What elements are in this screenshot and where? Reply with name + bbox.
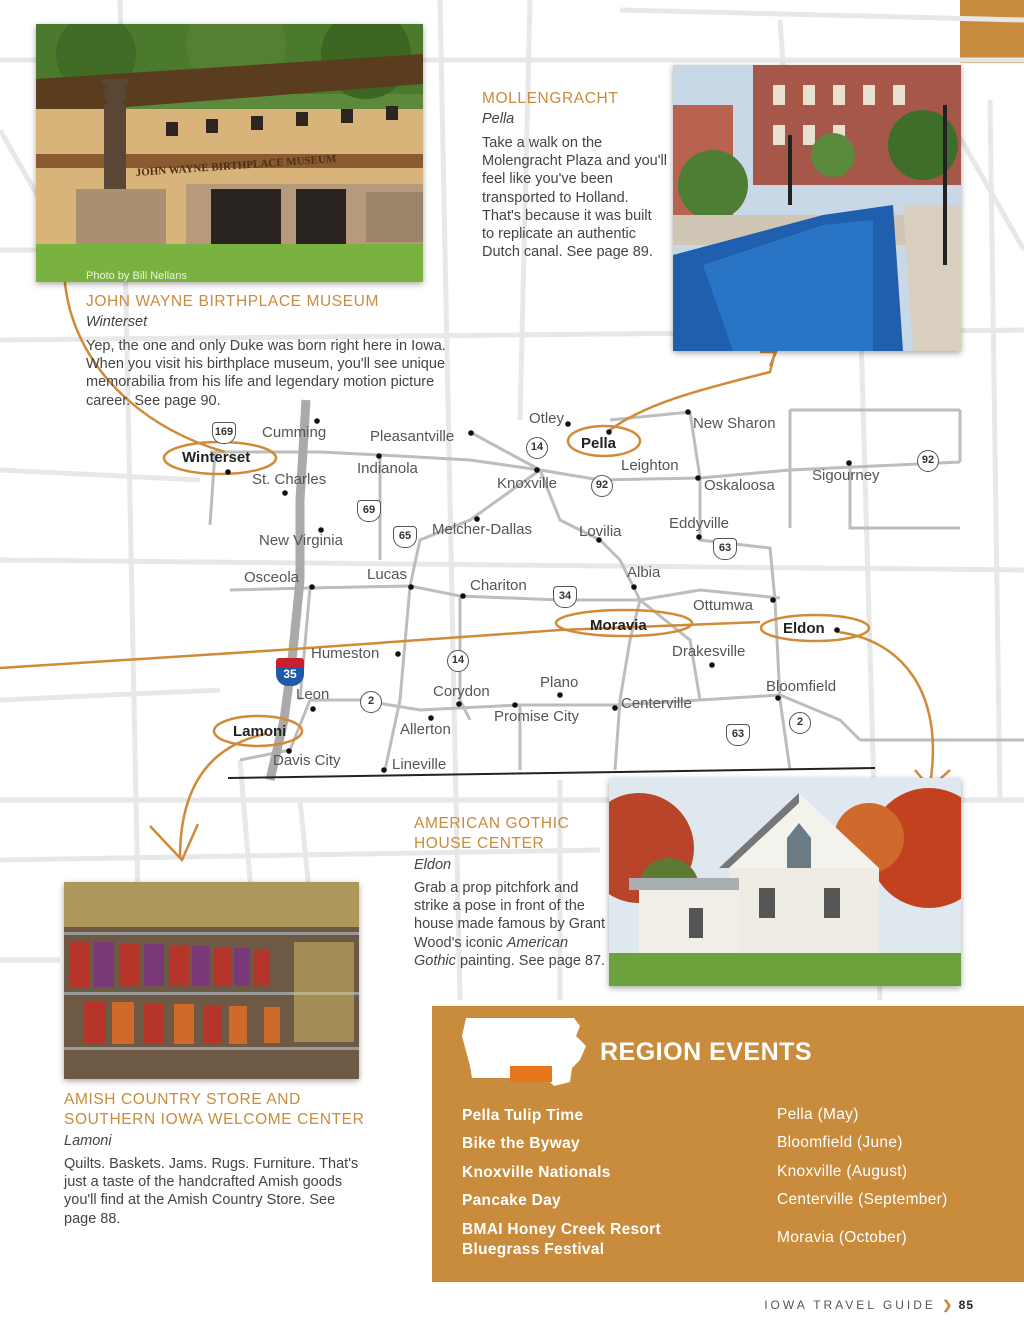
highway-63-south-shield: 63	[726, 724, 750, 746]
john-wayne-museum-photo	[36, 24, 423, 282]
molengracht-canal-photo	[673, 65, 961, 351]
american-gothic-house-photo	[609, 778, 961, 986]
highway-169-shield: 169	[212, 422, 236, 444]
town-melcher-dallas: Melcher-Dallas	[432, 521, 533, 538]
highway-63-shield: 63	[713, 538, 737, 560]
town-corydon: Corydon	[433, 683, 490, 700]
chevron-right-icon: ❯	[942, 1298, 953, 1312]
region-events-title: REGION EVENTS	[600, 1038, 813, 1066]
highway-34-shield: 34	[553, 586, 577, 608]
town-pella: Pella	[581, 435, 617, 452]
photo-credit: Photo by Bill Nellans	[86, 270, 187, 282]
town-lamoni: Lamoni	[233, 723, 287, 740]
event-location: Centerville (September)	[777, 1191, 948, 1208]
john-wayne-museum-place: Winterset	[86, 314, 148, 330]
svg-text:JOHN WAYNE BIRTHPLACE MUSEUM: JOHN WAYNE BIRTHPLACE MUSEUM	[135, 152, 337, 179]
town-lovilia: Lovilia	[579, 523, 622, 540]
town-osceola: Osceola	[244, 569, 300, 586]
town-st-charles: St. Charles	[252, 471, 327, 488]
american-gothic-place: Eldon	[414, 857, 452, 873]
town-albia: Albia	[627, 564, 661, 581]
town-eldon: Eldon	[783, 620, 825, 637]
town-knoxville: Knoxville	[497, 475, 558, 492]
american-gothic-title-line2: HOUSE CENTER	[414, 835, 545, 852]
town-centerville: Centerville	[621, 695, 692, 712]
event-name: Pella Tulip Time	[462, 1107, 584, 1124]
town-leighton: Leighton	[621, 457, 679, 474]
town-sigourney: Sigourney	[812, 467, 880, 484]
town-oskaloosa: Oskaloosa	[704, 477, 775, 494]
town-lineville: Lineville	[392, 756, 447, 773]
event-location: Moravia (October)	[777, 1229, 907, 1246]
town-indianola: Indianola	[357, 460, 418, 477]
town-cumming: Cumming	[262, 424, 327, 441]
highway-14-shield: 14	[526, 437, 548, 459]
town-allerton: Allerton	[400, 721, 451, 738]
american-gothic-title-line1: AMERICAN GOTHIC	[414, 815, 570, 832]
town-plano: Plano	[540, 674, 579, 691]
town-ottumwa: Ottumwa	[693, 597, 754, 614]
mollengracht-place: Pella	[482, 111, 515, 127]
town-winterset: Winterset	[182, 449, 251, 466]
guide-name: IOWA TRAVEL GUIDE	[764, 1298, 936, 1312]
page-number: 85	[958, 1298, 974, 1312]
iowa-state-icon	[462, 1016, 588, 1086]
highway-92-east-shield: 92	[917, 450, 939, 472]
town-eddyville: Eddyville	[669, 515, 730, 532]
event-name: Knoxville Nationals	[462, 1164, 611, 1181]
highway-2-east-shield: 2	[789, 712, 811, 734]
event-location: Bloomfield (June)	[777, 1134, 903, 1151]
page-footer	[764, 1298, 974, 1312]
town-drakesville: Drakesville	[672, 643, 746, 660]
event-name: Pancake Day	[462, 1192, 561, 1209]
john-wayne-museum-title: JOHN WAYNE BIRTHPLACE MUSEUM	[86, 293, 379, 310]
interstate-35-shield: 35	[276, 658, 304, 686]
town-promise-city: Promise City	[494, 708, 580, 725]
town-davis-city: Davis City	[273, 752, 341, 769]
amish-store-title-line2: SOUTHERN IOWA WELCOME CENTER	[64, 1111, 365, 1128]
amish-store-title-line1: AMISH COUNTRY STORE AND	[64, 1091, 301, 1108]
town-moravia: Moravia	[590, 617, 647, 634]
town-new-sharon: New Sharon	[693, 415, 776, 432]
highway-92-shield: 92	[591, 475, 613, 497]
amish-store-place: Lamoni	[64, 1133, 112, 1149]
town-pleasantville: Pleasantville	[370, 428, 455, 445]
event-location: Knoxville (August)	[777, 1163, 908, 1180]
american-gothic-painting-title: American Gothic	[414, 934, 569, 969]
john-wayne-museum-body: Yep, the one and only Duke was born right here in Iowa. When you visit his birthplace museum, you'll see unique memorabilia from his life and legendary motion picture career. See page 90.	[86, 338, 446, 409]
highway-69-shield: 69	[357, 500, 381, 522]
town-bloomfield: Bloomfield	[766, 678, 837, 695]
town-new-virginia: New Virginia	[259, 532, 343, 549]
mollengracht-body: Take a walk on the Molengracht Plaza and you'll feel like you've been transported to Holland. That's because it was built to replicate an authentic Dutch canal. See page 89.	[482, 135, 667, 261]
region-events-panel	[432, 1006, 1024, 1282]
amish-store-body: Quilts. Baskets. Jams. Rugs. Furniture. That's just a taste of the handcrafted Amish goods you'll find at the Amish Country Store. See page 88.	[64, 1156, 359, 1227]
event-name: Bike the Byway	[462, 1135, 580, 1152]
event-location: Pella (May)	[777, 1106, 859, 1123]
highway-14-south-shield: 14	[447, 650, 469, 672]
town-otley: Otley	[529, 410, 565, 427]
town-chariton: Chariton	[470, 577, 527, 594]
highway-2-shield: 2	[360, 691, 382, 713]
town-leon: Leon	[296, 686, 330, 703]
event-name: BMAI Honey Creek Resort Bluegrass Festival	[462, 1221, 661, 1258]
mollengracht-title: MOLLENGRACHT	[482, 90, 619, 107]
town-lucas: Lucas	[367, 566, 408, 583]
town-humeston: Humeston	[311, 645, 380, 662]
amish-store-jams-photo	[64, 882, 359, 1079]
american-gothic-body: Grab a prop pitchfork and strike a pose in front of the house made famous by Grant Wood's iconic American Gothic painting. See page 87.	[414, 880, 606, 969]
highway-65-shield: 65	[393, 526, 417, 548]
